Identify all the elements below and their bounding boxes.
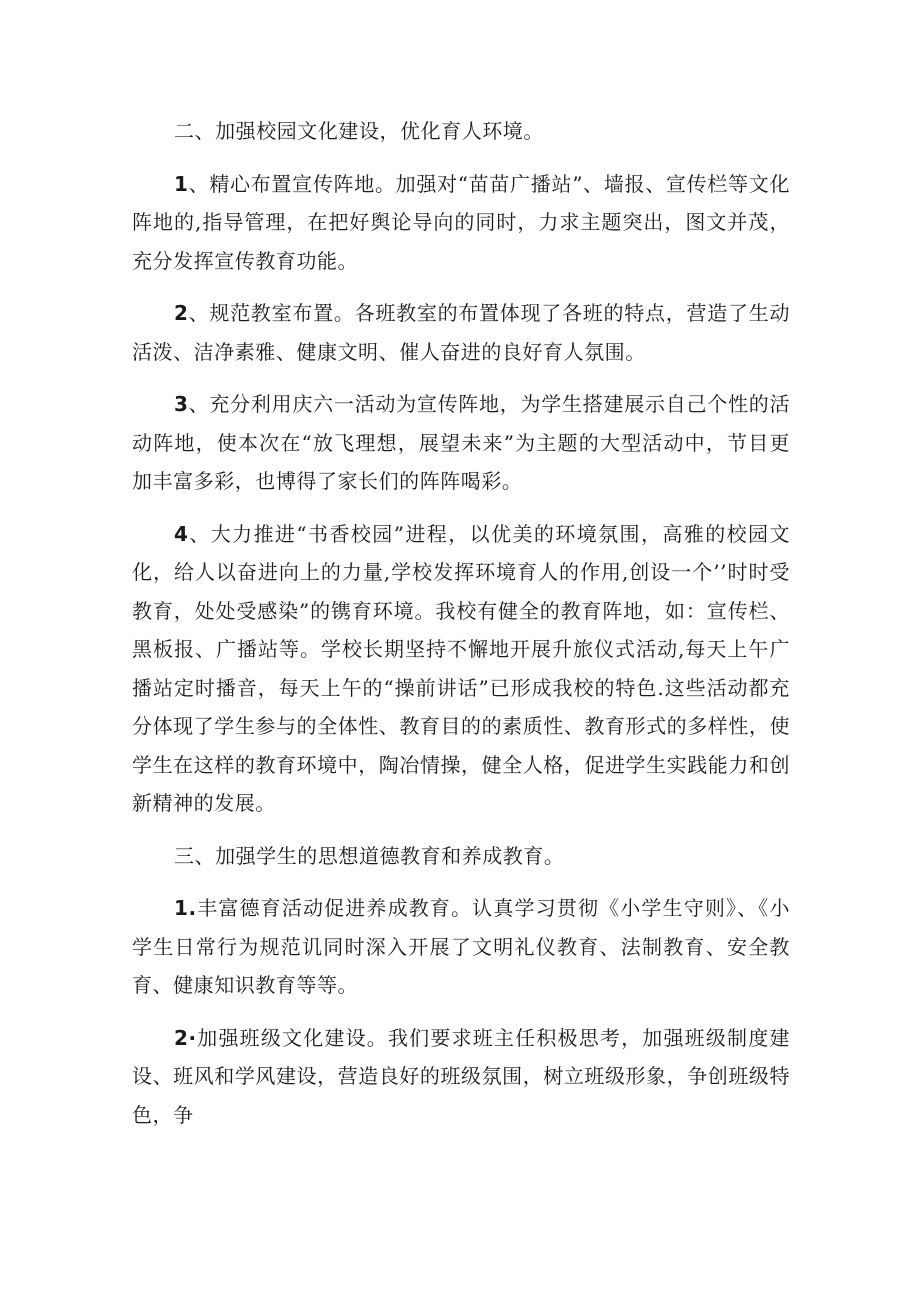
section-heading-2 [132, 112, 790, 151]
paragraph-text: 丰富德育活动促进养成教育。认真学习贯彻《小学生守则》、《小学生日常行为规范讥同时深入开展了文明礼仪教育、法制教育、安全教育、健康知识教育等等。 [132, 896, 790, 997]
paragraph-number: 1 [174, 171, 189, 196]
paragraph-number: 1. [174, 896, 197, 920]
paragraph-3-2 [132, 1019, 790, 1135]
paragraph-text: 加强班级文化建设。我们要求班主任积极思考，加强班级制度建设、班风和学风建设，营造良好的班级氛围，树立班级形象，争创班级特色，争 [132, 1025, 790, 1127]
paragraph-3 [132, 385, 790, 501]
paragraph-number: 2 [174, 301, 189, 325]
paragraph-number: 3 [174, 392, 189, 416]
document-body [132, 112, 790, 1148]
paragraph-text: 、规范教室布置。各班教室的布置体现了各班的特点，营造了生动活泼、洁净素雅、健康文明、催人奋进的良好育人氛围。 [132, 301, 790, 364]
paragraph-1 [132, 165, 790, 281]
paragraph-text: 、精心布置宣传阵地。加强对“苗苗广播站”、墙报、宣传栏等文化阵地的,指导管理，在把好舆论导向的同时，力求主题突出，图文并茂，充分发挥宣传教育功能。 [132, 171, 790, 273]
paragraph-3-1 [132, 889, 790, 1005]
paragraph-text: 、大力推进“书香校园”进程，以优美的环境氛围，高雅的校园文化，给人以奋进向上的力量,学校发挥环境育人的作用,创设一个’’时时受教育，处处受感染”的镌育环境。我校有健全的教育阵地，如：宣传栏、黑板报、广播站等。学校长期坚持不懈地开展升旅仪式活动,每天上午广播站定时播音，每天上午的“操前讲话”已形成我校的特色.这些活动都充分体现了学生参与的全体性、教育目的的素质性、教育形式的多样性，使学生在这样的教育环境中，陶冶情操，健全人格，促进学生实践能力和创新精神的发展。 [132, 521, 790, 815]
paragraph-2 [132, 294, 790, 371]
paragraph-text: 、充分利用庆六一活动为宣传阵地，为学生搭建展示自己个性的活动阵地，使本次在“放飞理想，展望未来”为主题的大型活动中，节目更加丰富多彩，也博得了家长们的阵阵喝彩。 [132, 392, 790, 493]
paragraph-number: 4 [174, 521, 189, 546]
section-heading-3 [132, 837, 790, 876]
paragraph-number: 2· [174, 1025, 197, 1050]
paragraph-text: 三、加强学生的思想道德教育和养成教育。 [174, 843, 565, 868]
paragraph-4 [132, 515, 790, 823]
paragraph-text: 二、加强校园文化建设，优化育人环境。 [174, 119, 544, 143]
